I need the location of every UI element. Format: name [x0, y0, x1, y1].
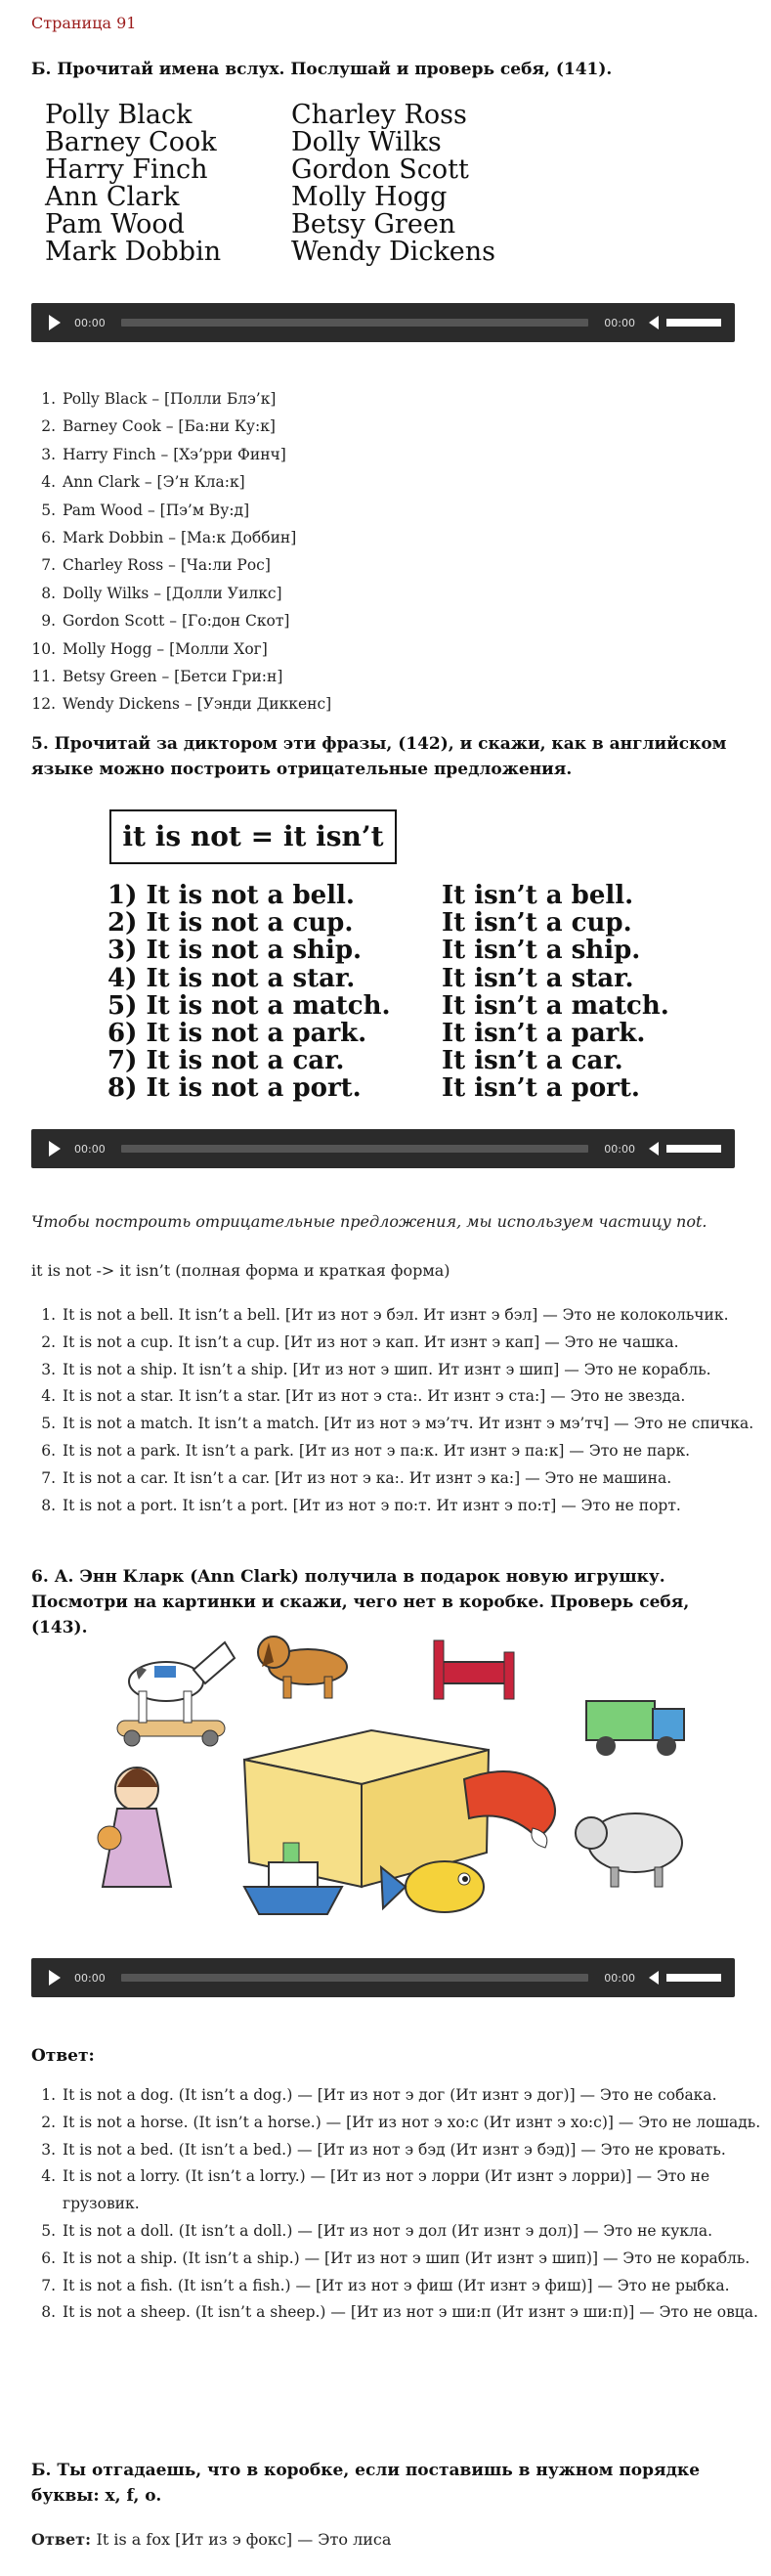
- list-item: 3. It is not a ship. It isn’t a ship. [Ит из нот э шип. Ит изнт э шип] — Это не корабль.: [61, 1357, 764, 1384]
- seek-bar[interactable]: [121, 1145, 589, 1153]
- page-label: Страница 91: [31, 14, 137, 32]
- volume-icon[interactable]: [649, 316, 659, 329]
- name: Molly Hogg: [291, 182, 448, 212]
- volume-slider[interactable]: [666, 1974, 721, 1982]
- phrase: 4) It is not a star.: [107, 963, 356, 993]
- list-item: 8. Dolly Wilks – [Долли Уилкс]: [61, 580, 764, 607]
- name: Charley Ross: [291, 100, 467, 130]
- names-transcription-list: [31, 385, 764, 719]
- seek-bar[interactable]: [121, 1974, 589, 1982]
- name: Ann Clark: [45, 182, 180, 212]
- list-item: 2. It is not a horse. (It isn’t a horse.) — [Ит из нот э хо:с (Ит изнт э хо:с)] — Это не лошадь.: [61, 2110, 764, 2137]
- list-item: 7. Charley Ross – [Ча:ли Рос]: [61, 551, 764, 579]
- list-item: 7. It is not a car. It isn’t a car. [Ит из нот э ка:. Ит изнт э ка:] — Это не машина.: [61, 1465, 764, 1493]
- lorry-toy-icon: [586, 1701, 684, 1756]
- list-item: 12. Wendy Dickens – [Уэнди Диккенс]: [61, 690, 764, 718]
- seek-bar[interactable]: [121, 319, 589, 327]
- list-item: 6. It is not a park. It isn’t a park. [Ит из нот э па:к. Ит изнт э па:к] — Это не парк.: [61, 1438, 764, 1465]
- list-item: 7. It is not a fish. (It isn’t a fish.) — [Ит из нот э фиш (Ит изнт э фиш)] — Это не рыбка.: [61, 2273, 764, 2300]
- list-item: 10. Molly Hogg – [Молли Хог]: [61, 635, 764, 663]
- play-icon[interactable]: [49, 1970, 61, 1986]
- phrase: It isn’t a port.: [442, 1073, 640, 1104]
- current-time: 00:00: [74, 1971, 106, 1985]
- full-form-column: [107, 882, 391, 1103]
- list-item: 6. Mark Dobbin – [Ма:к Доббин]: [61, 524, 764, 551]
- duration: 00:00: [604, 1971, 635, 1985]
- audio-player: [31, 303, 735, 342]
- duration: 00:00: [604, 1142, 635, 1156]
- final-answer-text: It is a fox [Ит из э фокс] — Это лиса: [96, 2530, 392, 2549]
- list-item: 1. It is not a dog. (It isn’t a dog.) — [Ит из нот э дог (Ит изнт э дог)] — Это не собака.: [61, 2082, 764, 2110]
- volume-slider[interactable]: [666, 319, 721, 327]
- duration: 00:00: [604, 316, 635, 329]
- list-item: 3. It is not a bed. (It isn’t a bed.) — [Ит из нот э бэд (Ит изнт э бэд)] — Это не кровать.: [61, 2137, 764, 2164]
- audio-player: [31, 1958, 735, 1997]
- list-item: 9. Gordon Scott – [Го:дон Скот]: [61, 607, 764, 634]
- name: Dolly Wilks: [291, 127, 442, 157]
- phrase: 5) It is not a match.: [107, 990, 391, 1021]
- list-item: 2. It is not a cup. It isn’t a cup. [Ит из нот э кап. Ит изнт э кап] — Это не чашка.: [61, 1330, 764, 1357]
- phrase: It isn’t a match.: [442, 990, 669, 1021]
- volume-icon[interactable]: [649, 1971, 659, 1985]
- list-item: 1. It is not a bell. It isn’t a bell. [Ит из нот э бэл. Ит изнт э бэл] — Это не колокольчик.: [61, 1302, 764, 1330]
- name: Betsy Green: [291, 209, 456, 240]
- dog-toy-icon: [258, 1637, 347, 1698]
- note-plain: it is not -> it isn’t (полная форма и краткая форма): [31, 1261, 450, 1280]
- name: Gordon Scott: [291, 154, 469, 185]
- list-item: 5. Pam Wood – [Пэ’м Ву:д]: [61, 497, 764, 524]
- list-item: 4. Ann Clark – [Э’н Кла:к]: [61, 468, 764, 496]
- phrase: 3) It is not a ship.: [107, 936, 363, 966]
- phrase: 2) It is not a cup.: [107, 908, 354, 939]
- play-icon[interactable]: [49, 315, 61, 330]
- list-item: 5. It is not a doll. (It isn’t a doll.) — [Ит из нот э дол (Ит изнт э дол)] — Это не кукла.: [61, 2218, 764, 2246]
- answer-label: Ответ:: [31, 2046, 95, 2066]
- list-item: 8. It is not a port. It isn’t a port. [Ит из нот э по:т. Ит изнт э по:т] — Это не порт.: [61, 1493, 764, 1520]
- sheep-toy-icon: [576, 1813, 682, 1887]
- audio-player: [31, 1129, 735, 1168]
- translations-list: [31, 1302, 764, 1519]
- list-item: 4. It is not a star. It isn’t a star. [Ит из нот э ста:. Ит изнт э ста:] — Это не звезда.: [61, 1383, 764, 1411]
- name: Wendy Dickens: [291, 237, 496, 267]
- section-5-heading: 5. Прочитай за диктором эти фразы, (142), и скажи, как в английском языке можно построить отрицательные предложения.: [31, 734, 727, 779]
- name: Barney Cook: [45, 127, 217, 157]
- play-icon[interactable]: [49, 1141, 61, 1157]
- phrase: It isn’t a car.: [442, 1046, 623, 1076]
- list-item: 8. It is not a sheep. (It isn’t a sheep.) — [Ит из нот э ши:п (Ит изнт э ши:п)] — Это не овца.: [61, 2299, 764, 2327]
- horse-toy-icon: [117, 1642, 235, 1746]
- list-item: 5. It is not a match. It isn’t a match. [Ит из нот э мэ’тч. Ит изнт э мэ’тч] — Это не спичка.: [61, 1411, 764, 1438]
- list-item: 3. Harry Finch – [Хэ’рри Финч]: [61, 441, 764, 468]
- doll-toy-icon: [98, 1768, 171, 1887]
- current-time: 00:00: [74, 1142, 106, 1156]
- list-item: 6. It is not a ship. (It isn’t a ship.) — [Ит из нот э шип (Ит изнт э шип)] — Это не корабль.: [61, 2246, 764, 2273]
- short-form-column: [442, 882, 669, 1103]
- formula-box: it is not = it isn’t: [109, 809, 397, 864]
- phrase: It isn’t a park.: [442, 1018, 646, 1048]
- section-6-heading: 6. А. Энн Кларк (Ann Clark) получила в подарок новую игрушку. Посмотри на картинки и скажи, чего нет в коробке. Проверь себя, (143).: [31, 1567, 690, 1637]
- list-item: 4. It is not a lorry. (It isn’t a lorry.) — [Ит из нот э лорри (Ит изнт э лорри)] — Это не грузовик.: [61, 2163, 764, 2218]
- phrase: It isn’t a cup.: [442, 908, 632, 939]
- phrase: 1) It is not a bell.: [107, 881, 355, 910]
- toys-illustration: [78, 1623, 713, 1936]
- section-6b-heading: Б. Ты отгадаешь, что в коробке, если поставишь в нужном порядке буквы: x, f, o.: [31, 2461, 701, 2506]
- volume-slider[interactable]: [666, 1145, 721, 1153]
- final-answer-label: Ответ:: [31, 2530, 97, 2549]
- answers-list: [31, 2082, 764, 2327]
- phrase: 6) It is not a park.: [107, 1018, 367, 1048]
- phrase: It isn’t a star.: [442, 963, 634, 993]
- bed-toy-icon: [434, 1640, 514, 1699]
- list-item: 1. Polly Black – [Полли Блэ’к]: [61, 385, 764, 413]
- names-right-column: [291, 102, 495, 266]
- list-item: 11. Betsy Green – [Бетси Гри:н]: [61, 663, 764, 690]
- current-time: 00:00: [74, 316, 106, 329]
- list-item: 2. Barney Cook – [Ба:ни Ку:к]: [61, 413, 764, 440]
- name: Polly Black: [45, 100, 193, 130]
- note-italic: Чтобы построить отрицательные предложения, мы используем частицу not.: [31, 1212, 707, 1231]
- names-left-column: [45, 102, 221, 266]
- name: Mark Dobbin: [45, 237, 222, 267]
- name: Pam Wood: [45, 209, 185, 240]
- section-b1-heading: Б. Прочитай имена вслух. Послушай и проверь себя, (141).: [31, 60, 613, 79]
- name: Harry Finch: [45, 154, 208, 185]
- phrase: 7) It is not a car.: [107, 1046, 345, 1076]
- phrase: It isn’t a ship.: [442, 936, 641, 966]
- volume-icon[interactable]: [649, 1142, 659, 1156]
- phrase: It isn’t a bell.: [442, 881, 634, 910]
- final-answer: [31, 2530, 391, 2549]
- phrase: 8) It is not a port.: [107, 1073, 362, 1104]
